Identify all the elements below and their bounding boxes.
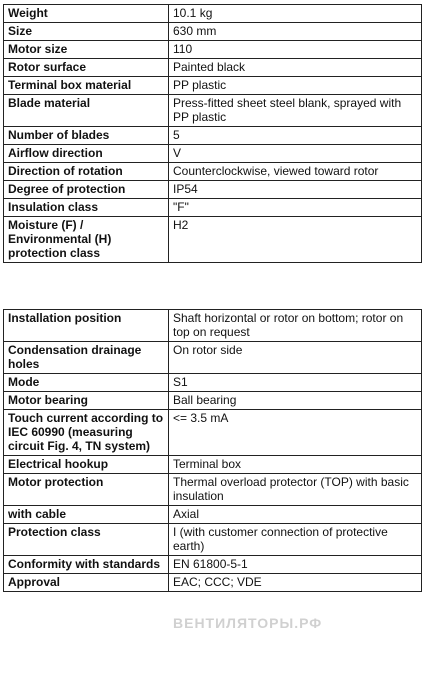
- row-value: H2: [169, 217, 422, 263]
- row-label: with cable: [4, 506, 169, 524]
- row-value: Press-fitted sheet steel blank, sprayed with PP plastic: [169, 95, 422, 127]
- row-value: Terminal box: [169, 456, 422, 474]
- row-value: V: [169, 145, 422, 163]
- table-row: [4, 574, 422, 592]
- row-label: Mode: [4, 374, 169, 392]
- row-value: Counterclockwise, viewed toward rotor: [169, 163, 422, 181]
- table-row: [4, 199, 422, 217]
- row-label: Motor protection: [4, 474, 169, 506]
- row-value: 10.1 kg: [169, 5, 422, 23]
- row-label: Number of blades: [4, 127, 169, 145]
- row-value: 630 mm: [169, 23, 422, 41]
- row-label: Degree of protection: [4, 181, 169, 199]
- row-label: Motor size: [4, 41, 169, 59]
- table-row: [4, 5, 422, 23]
- row-label: Condensation drainage holes: [4, 342, 169, 374]
- table-row: [4, 506, 422, 524]
- spec-table-electrical: [3, 309, 422, 592]
- spec-table-general-body: [4, 5, 422, 263]
- table-row: [4, 59, 422, 77]
- row-value: Axial: [169, 506, 422, 524]
- row-label: Conformity with standards: [4, 556, 169, 574]
- row-value: PP plastic: [169, 77, 422, 95]
- table-row: [4, 163, 422, 181]
- row-label: Touch current according to IEC 60990 (measuring circuit Fig. 4, TN system): [4, 410, 169, 456]
- table-row: [4, 95, 422, 127]
- table-row: [4, 41, 422, 59]
- watermark: ВЕНТИЛЯТОРЫ.РФ: [173, 615, 323, 631]
- row-value: 110: [169, 41, 422, 59]
- row-label: Size: [4, 23, 169, 41]
- row-value: "F": [169, 199, 422, 217]
- row-label: Blade material: [4, 95, 169, 127]
- row-value: <= 3.5 mA: [169, 410, 422, 456]
- row-label: Direction of rotation: [4, 163, 169, 181]
- row-label: Terminal box material: [4, 77, 169, 95]
- row-label: Protection class: [4, 524, 169, 556]
- row-value: Ball bearing: [169, 392, 422, 410]
- row-label: Weight: [4, 5, 169, 23]
- table-row: [4, 410, 422, 456]
- table-row: [4, 23, 422, 41]
- table-row: [4, 217, 422, 263]
- spec-table-electrical-body: [4, 310, 422, 592]
- table-row: [4, 145, 422, 163]
- row-value: On rotor side: [169, 342, 422, 374]
- table-row: [4, 181, 422, 199]
- row-value: Thermal overload protector (TOP) with basic insulation: [169, 474, 422, 506]
- table-row: [4, 374, 422, 392]
- table-row: [4, 456, 422, 474]
- row-value: S1: [169, 374, 422, 392]
- row-value: IP54: [169, 181, 422, 199]
- table-row: [4, 392, 422, 410]
- row-value: 5: [169, 127, 422, 145]
- row-label: Electrical hookup: [4, 456, 169, 474]
- row-label: Moisture (F) / Environmental (H) protection class: [4, 217, 169, 263]
- row-value: EAC; CCC; VDE: [169, 574, 422, 592]
- row-value: Shaft horizontal or rotor on bottom; rotor on top on request: [169, 310, 422, 342]
- row-label: Motor bearing: [4, 392, 169, 410]
- row-label: Rotor surface: [4, 59, 169, 77]
- row-value: Painted black: [169, 59, 422, 77]
- table-row: [4, 77, 422, 95]
- row-label: Airflow direction: [4, 145, 169, 163]
- spec-table-general: [3, 4, 422, 263]
- row-value: EN 61800-5-1: [169, 556, 422, 574]
- row-label: Approval: [4, 574, 169, 592]
- table-row: [4, 474, 422, 506]
- table-row: [4, 342, 422, 374]
- row-label: Insulation class: [4, 199, 169, 217]
- table-row: [4, 310, 422, 342]
- row-label: Installation position: [4, 310, 169, 342]
- table-row: [4, 524, 422, 556]
- table-row: [4, 556, 422, 574]
- row-value: I (with customer connection of protective earth): [169, 524, 422, 556]
- table-row: [4, 127, 422, 145]
